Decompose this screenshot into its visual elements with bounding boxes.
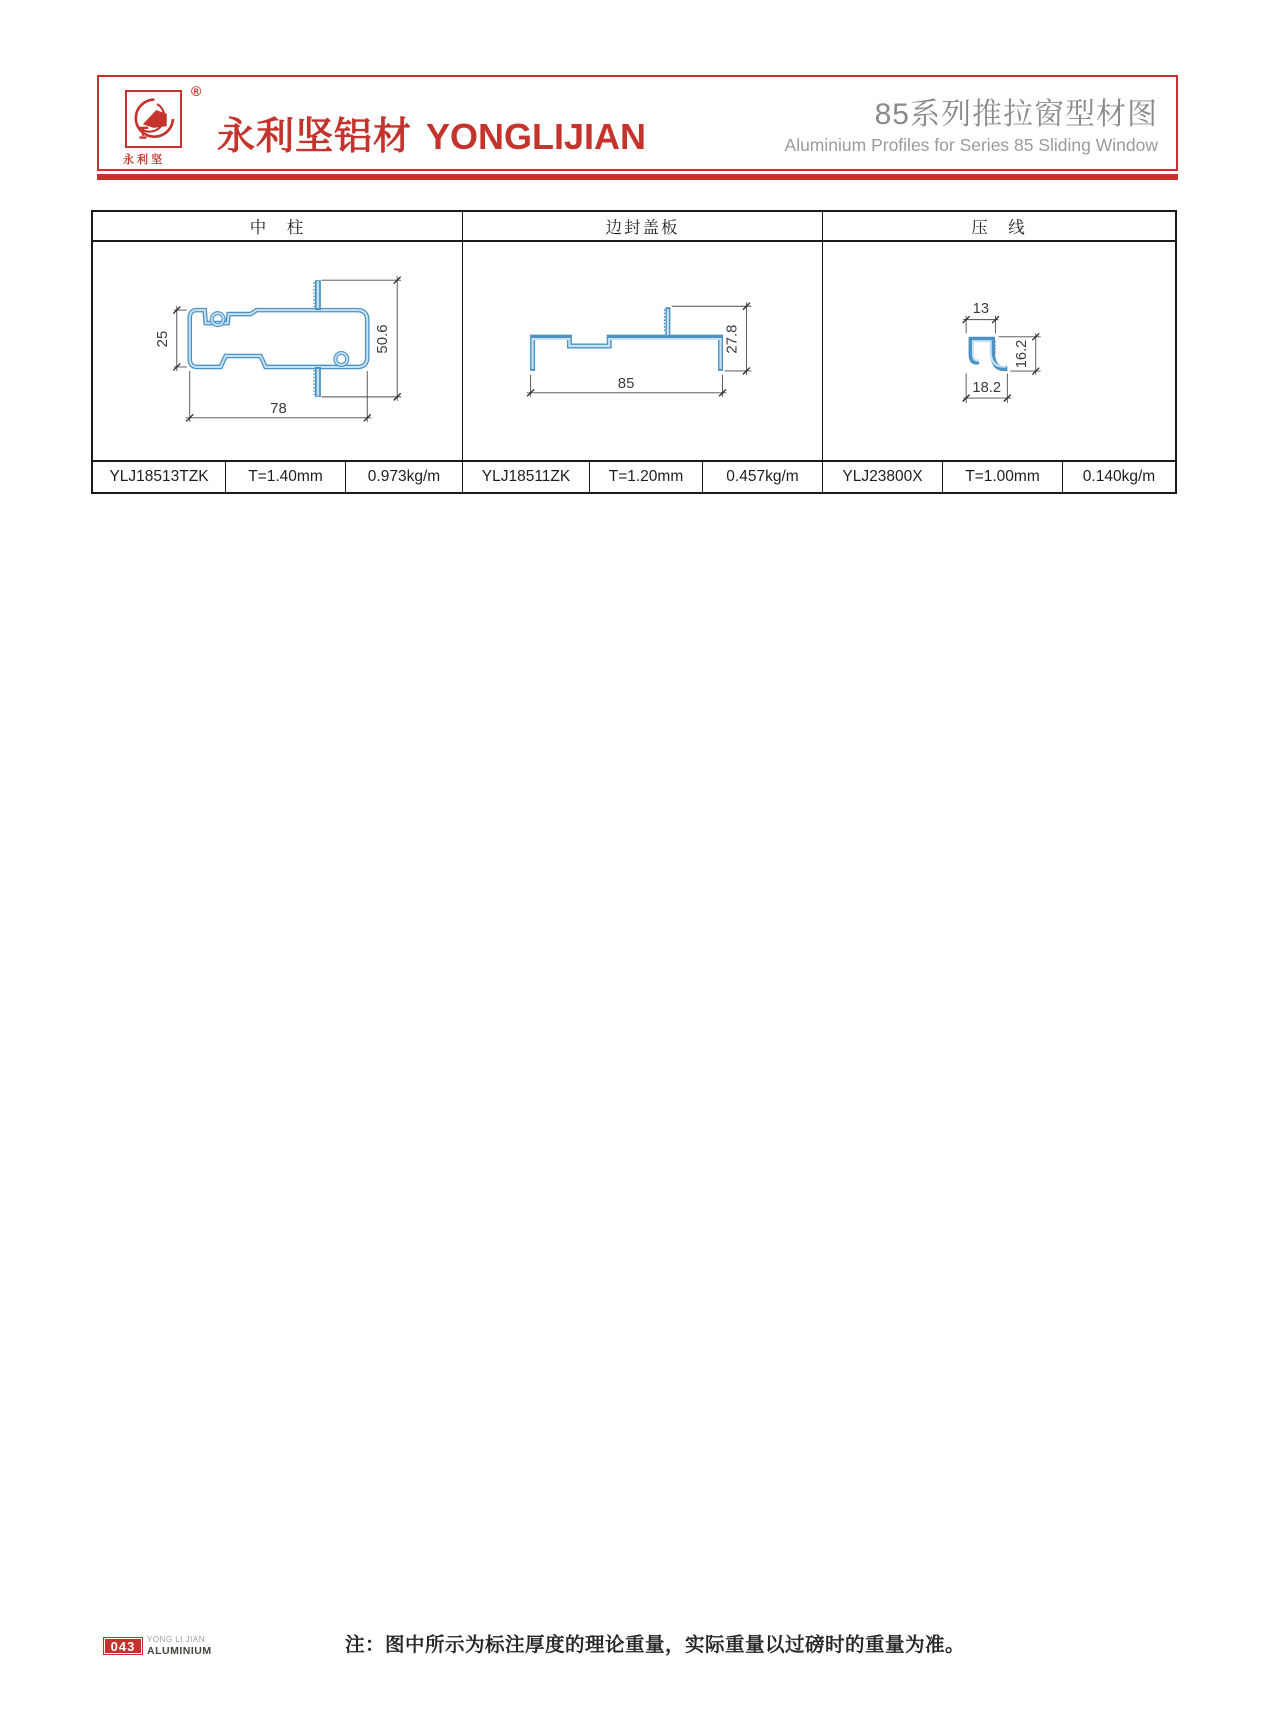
brand-name — [217, 105, 646, 160]
model-cell: YLJ23800X — [823, 460, 943, 492]
model-cell: YLJ18513TZK — [93, 460, 226, 492]
dim-label-18-2: 18.2 — [972, 380, 1002, 397]
column-header-edge-cover: 边封盖板 — [463, 212, 823, 242]
column-header-glazing-bead: 压 线 — [823, 212, 1175, 242]
dim-label-25: 25 — [153, 330, 171, 348]
registered-icon: ® — [191, 83, 202, 99]
drawing-cell-mid-post — [93, 242, 463, 460]
weight-cell: 0.140kg/m — [1063, 460, 1175, 492]
model-cell: YLJ18511ZK — [463, 460, 590, 492]
footer-brand — [147, 1636, 212, 1657]
page-number-badge — [103, 1637, 143, 1655]
page-subtitle: Aluminium Profiles for Series 85 Sliding Window — [784, 135, 1158, 155]
table-data-row — [93, 460, 1175, 492]
column-header-mid-post: 中 柱 — [93, 212, 463, 242]
profile-spec-table — [91, 210, 1177, 494]
brand-logo — [125, 90, 182, 148]
weight-cell: 0.457kg/m — [703, 460, 823, 492]
header-rule — [97, 174, 1178, 180]
header-box — [97, 75, 1178, 171]
dim-label-78: 78 — [270, 399, 287, 417]
brand-logo-caption: 永 利 坚 — [123, 154, 163, 166]
footer-note: 注：图中所示为标注厚度的理论重量，实际重量以过磅时的重量为准。 — [345, 1634, 966, 1656]
dim-label-13: 13 — [972, 300, 990, 317]
page-title: 85系列推拉窗型材图 — [874, 98, 1158, 131]
drawing-cell-edge-cover — [463, 242, 823, 460]
table-header-row — [93, 212, 1175, 242]
footer-brand-name: YONG LI JIAN — [147, 1635, 206, 1644]
thickness-cell: T=1.00mm — [943, 460, 1063, 492]
thickness-cell: T=1.20mm — [590, 460, 703, 492]
dim-label-50-6: 50.6 — [374, 324, 392, 354]
drawing-cell-glazing-bead — [823, 242, 1175, 460]
brand-logo-icon — [127, 92, 180, 146]
thickness-cell: T=1.40mm — [226, 460, 346, 492]
dim-label-27-8: 27.8 — [724, 324, 741, 354]
dim-label-85: 85 — [617, 375, 635, 392]
profile-drawing-edge-cover — [463, 242, 821, 460]
footer-brand-word: ALUMINIUM — [147, 1645, 212, 1657]
table-drawing-row — [93, 242, 1175, 460]
page-title-block — [785, 98, 1158, 156]
dim-label-16-2: 16.2 — [1013, 339, 1030, 369]
page-number: 043 — [110, 1638, 136, 1654]
brand-name-cn: 永利坚铝材 — [217, 116, 413, 158]
brand-name-en: YONGLIJIAN — [426, 116, 647, 157]
weight-cell: 0.973kg/m — [346, 460, 463, 492]
profile-drawing-mid-post — [93, 242, 461, 460]
profile-drawing-glazing-bead — [823, 242, 1173, 460]
